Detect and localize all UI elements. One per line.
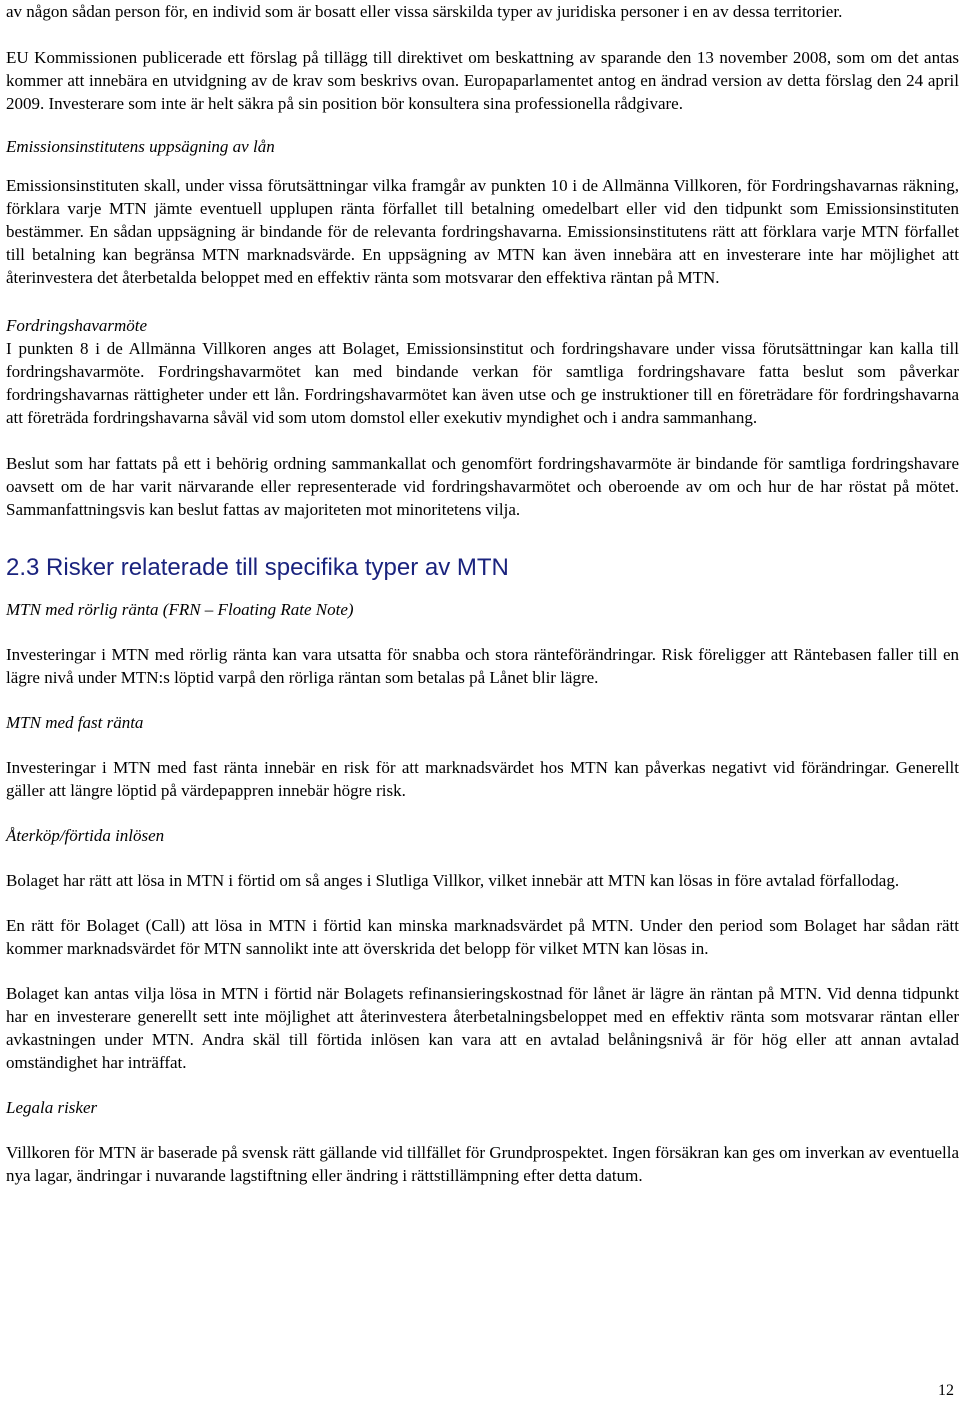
intro-paragraph-2: EU Kommissionen publicerade ett förslag på tillägg till direktivet om beskattning av sparande den 13 november 2008, som om det antas kommer att innebära en utvidgning av de krav som beskrivs ovan. Europaparlamentet antog en ändrad version av detta förslag den 24 april 2009. Investerare som inte är helt säkra på sin position bör konsultera sina professionella rådgivare. — [6, 48, 959, 113]
document-page — [6, 0, 959, 1187]
page-number: 12 — [938, 1382, 954, 1399]
meeting-heading: Fordringshavarmöte — [6, 316, 148, 335]
intro-paragraph-1: av någon sådan person för, en individ som är bosatt eller vissa särskilda typer av juridiska personer i en av dessa territorier. — [6, 2, 843, 21]
buyback-paragraph-1: Bolaget har rätt att lösa in MTN i förtid om så anges i Slutliga Villkor, vilket innebär att MTN kan lösas in före avtalad förfallodag. — [6, 871, 900, 890]
meeting-paragraph-2: Beslut som har fattats på ett i behörig ordning sammankallat och genomfört fordringshavarmöte är bindande för samtliga fordringshavare oavsett om de har varit närvarande eller representerade vid fordringshavarmötet och oberoende av om och hur de har röstat på mötet. Sammanfattningsvis kan beslut fattas av majoriteten mot minoritetens vilja. — [6, 454, 959, 519]
legal-heading: Legala risker — [6, 1098, 98, 1117]
fixed-rate-heading: MTN med fast ränta — [6, 713, 144, 732]
section-number: 2.3 — [6, 554, 40, 581]
termination-heading: Emissionsinstitutens uppsägning av lån — [6, 137, 275, 156]
section-heading — [6, 554, 959, 582]
buyback-paragraph-2: En rätt för Bolaget (Call) att lösa in MTN i förtid kan minska marknadsvärdet på MTN. Under den period som Bolaget har sådan rätt kommer marknadsvärdet för MTN sannolikt inte att överskrida det belopp för vilket MTN kan lösas in. — [6, 916, 959, 958]
legal-paragraph: Villkoren för MTN är baserade på svensk rätt gällande vid tillfället för Grundprospektet. Ingen försäkran kan ges om inverkan av eventuella nya lagar, ändringar i nuvarande lagstiftning eller ändring i rättstillämpning efter detta datum. — [6, 1143, 960, 1185]
section-title: Risker relaterade till specifika typer av MTN — [46, 554, 509, 581]
frn-heading: MTN med rörlig ränta (FRN – Floating Rate Note) — [6, 600, 354, 619]
fixed-rate-paragraph: Investeringar i MTN med fast ränta innebär en risk för att marknadsvärdet hos MTN kan påverkas negativt vid förändringar. Generellt gäller att längre löptid på värdepappren innebär högre risk. — [6, 758, 959, 800]
termination-paragraph: Emissionsinstituten skall, under vissa förutsättningar vilka framgår av punkten 10 i de Allmänna Villkoren, för Fordringshavarnas räkning, förklara varje MTN jämte eventuell upplupen ränta förfallet till betalning omedelbart eller vid den tidpunkt som Emissionsinstituten bestämmer. En sådan uppsägning är bindande för de relevanta fordringshavarna. Emissionsinstitutens rätt att förklara varje MTN förfallet till betalning kan begränsa MTN marknadsvärde. En uppsägning av MTN kan även innebära att en investerare inte har möjlighet att återinvestera det återbetalda beloppet med en effektiv ränta som motsvarar den effektiva räntan på MTN. — [6, 176, 959, 287]
buyback-heading: Återköp/förtida inlösen — [6, 826, 165, 845]
meeting-paragraph-1: I punkten 8 i de Allmänna Villkoren anges att Bolaget, Emissionsinstitut och fordringshavare under vissa förutsättningar kan kalla till fordringshavarmöte. Fordringshavarmötet kan med bindande verkan för samtliga fordringshavare fatta beslut som påverkar fordringshavarnas rättigheter under ett lån. Fordringshavarmötet kan även utse och ge instruktioner till en företrädare för fordringshavarna att företräda fordringshavarna såväl vid som utom domstol eller exekutiv myndighet och i andra sammanhang. — [6, 339, 959, 427]
frn-paragraph: Investeringar i MTN med rörlig ränta kan vara utsatta för snabba och stora ränteförändringar. Risk föreligger att Räntebasen faller till en lägre nivå under MTN:s löptid varpå den rörliga räntan som betalas på Lånet blir lägre. — [6, 645, 959, 687]
buyback-paragraph-3: Bolaget kan antas vilja lösa in MTN i förtid när Bolagets refinansieringskostnad för lånet är lägre än räntan på MTN. Vid denna tidpunkt har en investerare generellt sett inte möjlighet att återinvestera återbetalningsbeloppet med en effektiv ränta som motsvarar räntan eller avkastningen under MTN. Andra skäl till förtida inlösen kan vara att en avtalad belåningsnivå är för hög eller att annan avtalad omständighet har inträffat. — [6, 984, 959, 1072]
